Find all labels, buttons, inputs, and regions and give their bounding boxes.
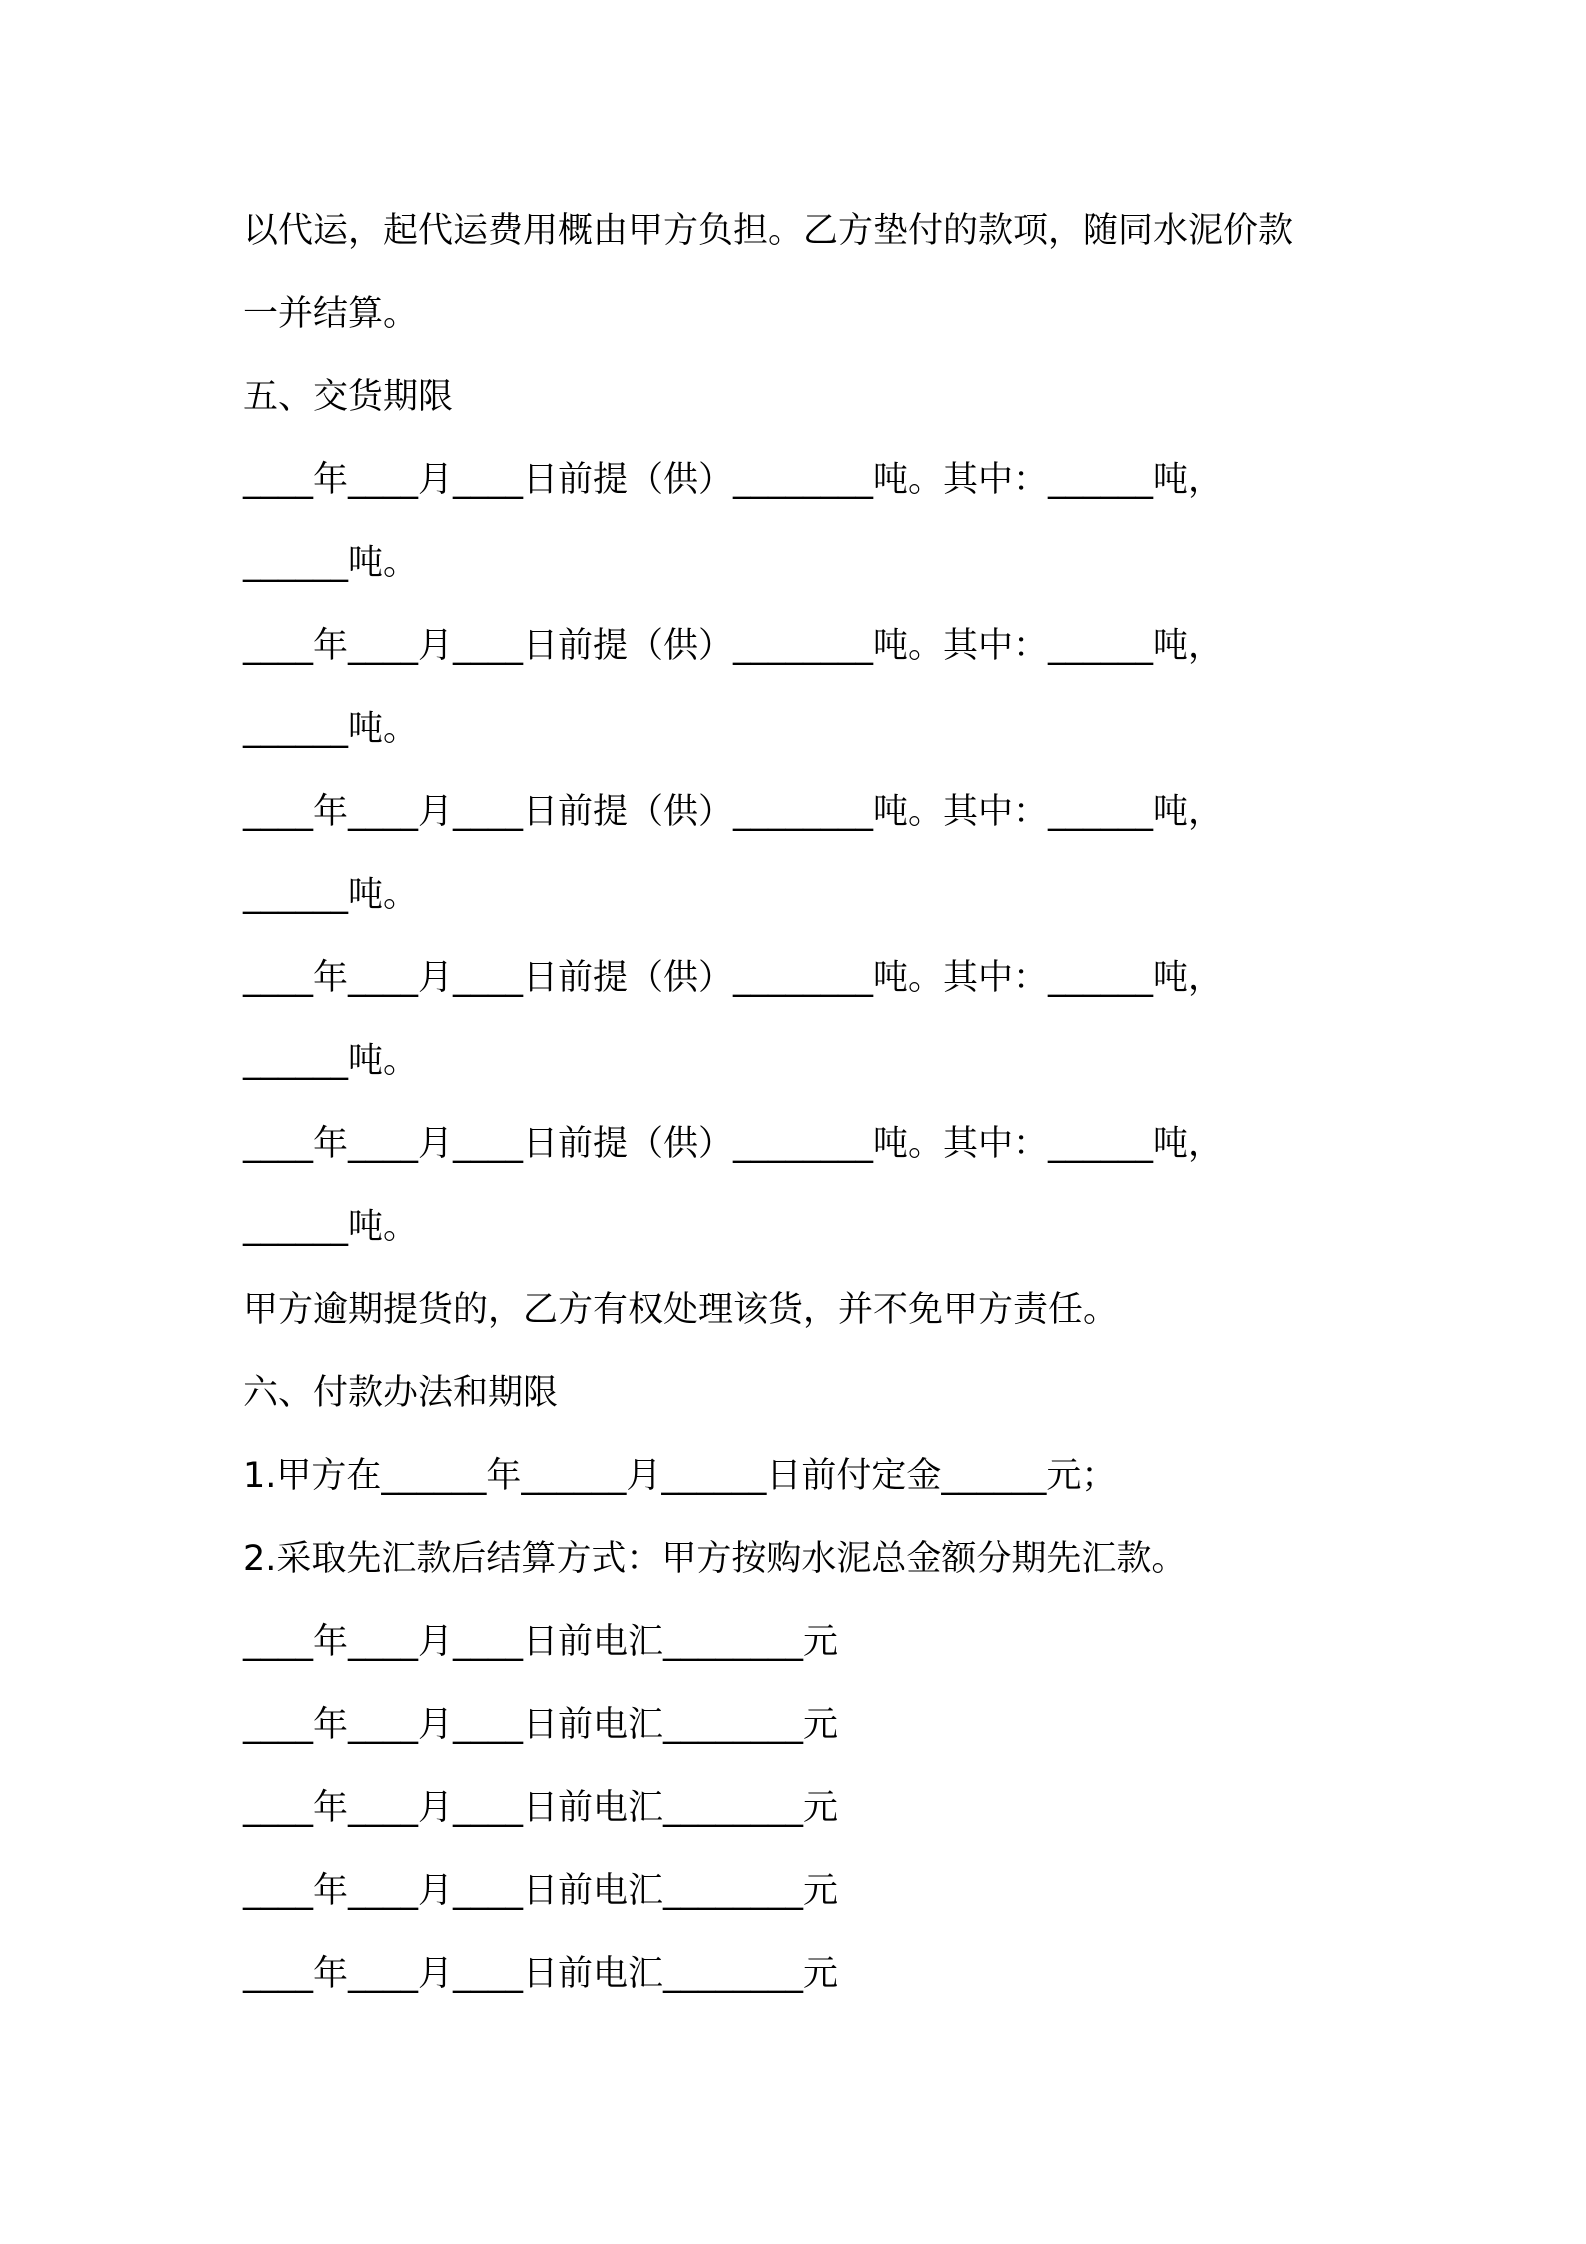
remittance-line: ____年____月____日前电汇________元	[243, 1871, 839, 1911]
section-heading: 六、付款办法和期限	[243, 1373, 559, 1413]
delivery-line: ____年____月____日前提（供）________吨。其中：______吨，	[243, 792, 1224, 832]
deposit-line: 1.甲方在______年______月______日前付定金______元；	[243, 1456, 1117, 1496]
delivery-line-continued: ______吨。	[243, 1041, 419, 1081]
remittance-line: ____年____月____日前电汇________元	[243, 1954, 839, 1994]
delivery-line: ____年____月____日前提（供）________吨。其中：______吨，	[243, 626, 1224, 666]
paragraph-line: 甲方逾期提货的，乙方有权处理该货，并不免甲方责任。	[243, 1290, 1119, 1330]
delivery-line-continued: ______吨。	[243, 1207, 419, 1247]
payment-method-line: 2.采取先汇款后结算方式：甲方按购水泥总金额分期先汇款。	[243, 1539, 1187, 1579]
delivery-line: ____年____月____日前提（供）________吨。其中：______吨，	[243, 460, 1224, 500]
delivery-line-continued: ______吨。	[243, 543, 419, 583]
delivery-line: ____年____月____日前提（供）________吨。其中：______吨，	[243, 1124, 1224, 1164]
paragraph-line: 以代运，起代运费用概由甲方负担。乙方垫付的款项，随同水泥价款	[243, 211, 1294, 251]
remittance-line: ____年____月____日前电汇________元	[243, 1622, 839, 1662]
paragraph-line: 一并结算。	[243, 294, 419, 334]
delivery-line-continued: ______吨。	[243, 709, 419, 749]
remittance-line: ____年____月____日前电汇________元	[243, 1705, 839, 1745]
remittance-line: ____年____月____日前电汇________元	[243, 1788, 839, 1828]
section-heading: 五、交货期限	[243, 377, 454, 417]
delivery-line: ____年____月____日前提（供）________吨。其中：______吨，	[243, 958, 1224, 998]
delivery-line-continued: ______吨。	[243, 875, 419, 915]
